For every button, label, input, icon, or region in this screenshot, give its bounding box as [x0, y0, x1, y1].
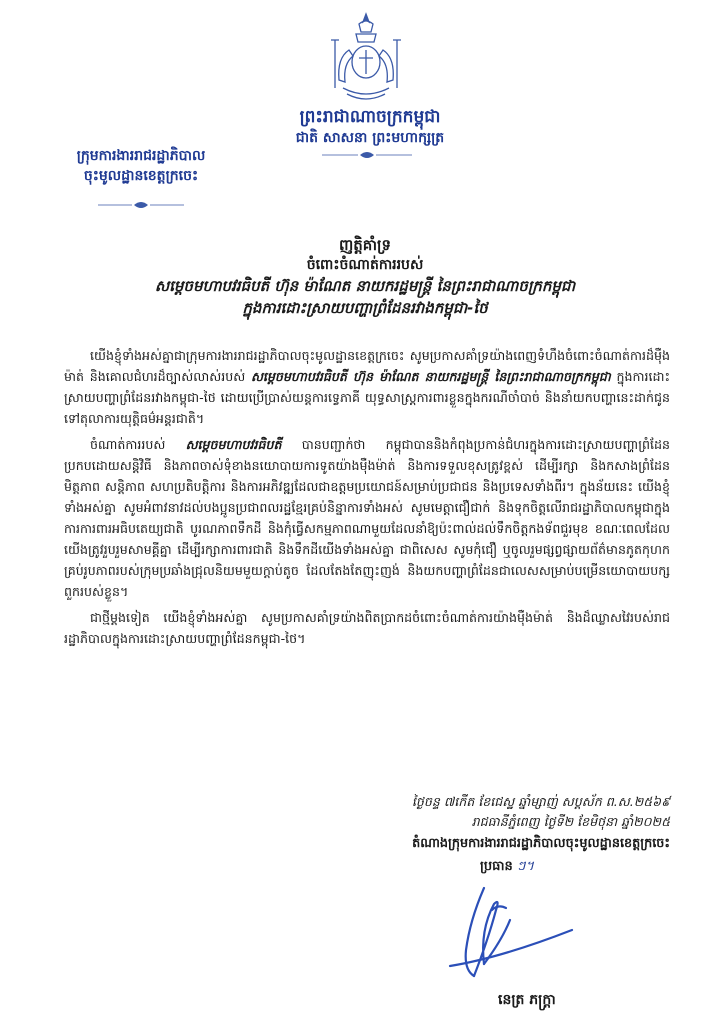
- signatory-name: នេត្រ ភក្ត្រា: [498, 992, 556, 1008]
- kingdom-heading: [270, 106, 470, 148]
- signatory-role-label: ប្រធាន: [480, 859, 513, 874]
- committee-ornament-divider: [98, 200, 184, 210]
- paragraph-3: ជាថ្មីម្តងទៀត យើងខ្ញុំទាំងអស់គ្នា សូមប្រកាសគាំទ្រយ៉ាងពិតប្រាកដចំពោះចំណាត់ការយ៉ាងម៉ឺងម៉ាត់ និងដ៏ឈ្លាសវៃរបស់រាជរដ្ឋាភិបាលក្នុងការដោះស្រាយបញ្ហាព្រំដែនកម្ពុជា-ថៃ។: [64, 610, 670, 646]
- committee-line-1: ក្រុមការងាររាជរដ្ឋាភិបាល: [76, 148, 206, 164]
- title-topic: ក្នុងការដោះស្រាយបញ្ហាព្រំដែនរវាងកម្ពុជា-ថៃ: [242, 299, 488, 317]
- paragraph-1-emphasis: សម្តេចមហាបវរធិបតី ហ៊ុន ម៉ាណែត នាយករដ្ឋមន្ត្រី នៃព្រះរាជាណាចក្រកម្ពុជា: [250, 369, 611, 384]
- lunar-date: ថ្ងៃចន្ទ ៧កើត ខែជេស្ឋ ឆ្នាំម្សាញ់ សប្តស័ក ព.ស.២៥៦៩: [411, 794, 670, 809]
- title-person: សម្តេចមហាបវរធិបតី ហ៊ុន ម៉ាណែត នាយករដ្ឋមន្ត្រី នៃព្រះរាជាណាចក្រកម្ពុជា: [154, 277, 576, 295]
- signatory-role: [480, 857, 534, 877]
- paragraph-2-emphasis: សម្តេចមហាបវរធិបតី: [185, 437, 282, 452]
- paragraph-2-text-b: បានបញ្ជាក់ថា កម្ពុជាបាននិងកំពុងប្រកាន់ជំហរក្នុងការដោះស្រាយបញ្ហាព្រំដែនប្រកបដោយសន្តិវិធី និងភាពចាស់ទុំខាងនយោបាយការទូតយ៉ាងម៉ឺងម៉ាត់ និងការទទួលខុសត្រូវខ្ពស់ ដើម្បីរក្សា និងកសាងព្រំដែនមិត្តភាព សន្តិភាព សហប្រតិបត្តិការ និងការអភិវឌ្ឍដែលជាឧត្តមប្រយោជន៍សម្រាប់ប្រជាជន និងប្រទេសទាំងពីរ។ ក្នុងន័យនេះ យើងខ្ញុំទាំងអស់គ្នា សូមអំពាវនាវដល់បងប្អូនប្រជាពលរដ្ឋខ្មែរគ្រប់និន្នាការទាំងអស់ សូមមេត្តាជឿជាក់ និងទុកចិត្តលើរាជរដ្ឋាភិបាលកម្ពុជាក្នុងការការពារអធិបតេយ្យជាតិ បូរណភាពទឹកដី និងកុំធ្វើសកម្មភាពណាមួយដែលនាំឱ្យប៉ះពាល់ដល់ទឹកចិត្តកងទ័ពជួរមុខ ខណៈពេលដែលយើងត្រូវរួបរួមសាមគ្គីគ្នា ដើម្បីរក្សាការពារជាតិ និងទឹកដីយើងទាំងអស់គ្នា ជាពិសេស សូមកុំជឿ ឬចូលរួមផ្សព្វផ្សាយព័ត៌មានភូតកុហកគ្រប់រូបភាពរបស់ក្រុមប្រឆាំងជ្រុលនិយមមួយក្តាប់តូច ដែលតែងតែញុះញង់ និងយកបញ្ហាព្រំដែនជាលេសសម្រាប់បម្រើនយោបាយបក្សពួករបស់ខ្លួន។: [64, 437, 670, 599]
- committee-line-2: ចុះមូលដ្ឋានខេត្តក្រចេះ: [83, 168, 199, 184]
- national-motto: ជាតិ សាសនា ព្រះមហាក្សត្រ: [295, 130, 445, 146]
- handwritten-signature: [440, 880, 580, 990]
- signatory-role-handwritten-mark: ៗ។: [516, 859, 534, 874]
- header-ornament-divider: [322, 150, 412, 160]
- date-block: [290, 792, 670, 832]
- royal-arms-emblem: [323, 10, 409, 106]
- title-petition: ញត្តិគាំទ្រ: [338, 236, 392, 254]
- petition-title: [60, 235, 670, 319]
- paragraph-2: [64, 434, 670, 602]
- title-subject: ចំពោះចំណាត់ការរបស់: [306, 257, 424, 273]
- committee-heading: [46, 146, 236, 186]
- paragraph-2-text-a: ចំណាត់ការរបស់: [90, 437, 186, 452]
- solar-date: រាជធានីភ្នំពេញ ថ្ងៃទី២ ខែមិថុនា ឆ្នាំ២០២៥: [471, 814, 670, 829]
- paragraph-1-text-a: យើងខ្ញុំទាំងអស់គ្នាជាក្រុមការងាររាជរដ្ឋាភិបាលចុះមូលដ្ឋានខេត្តក្រចេះ សូមប្រកាសគាំទ្រយ៉ាងពេញទំហឹងចំពោះចំណាត់ការដ៏ម៉ឺងម៉ាត់ និងគោលជំហរដ៏ច្បាស់លាស់របស់: [64, 348, 670, 384]
- petition-body: [64, 345, 670, 654]
- paragraph-1: [64, 345, 670, 429]
- paragraph-1-text-b: ក្នុងការដោះស្រាយបញ្ហាព្រំដែនរវាងកម្ពុជា-ថៃ ដោយប្រើប្រាស់យន្តការទ្វេភាគី យុទ្ធសាស្ត្រការពារខ្លួនក្នុងករណីចាំបាច់ និងនាំយកបញ្ហានេះដាក់ជូនទៅតុលាការយុត្តិធម៌អន្តរជាតិ។: [64, 369, 671, 426]
- signatory-organization: តំណាងក្រុមការងាររាជរដ្ឋាភិបាលចុះមូលដ្ឋានខេត្តក្រចេះ: [412, 836, 670, 851]
- kingdom-name: ព្រះរាជាណាចក្រកម្ពុជា: [299, 107, 441, 127]
